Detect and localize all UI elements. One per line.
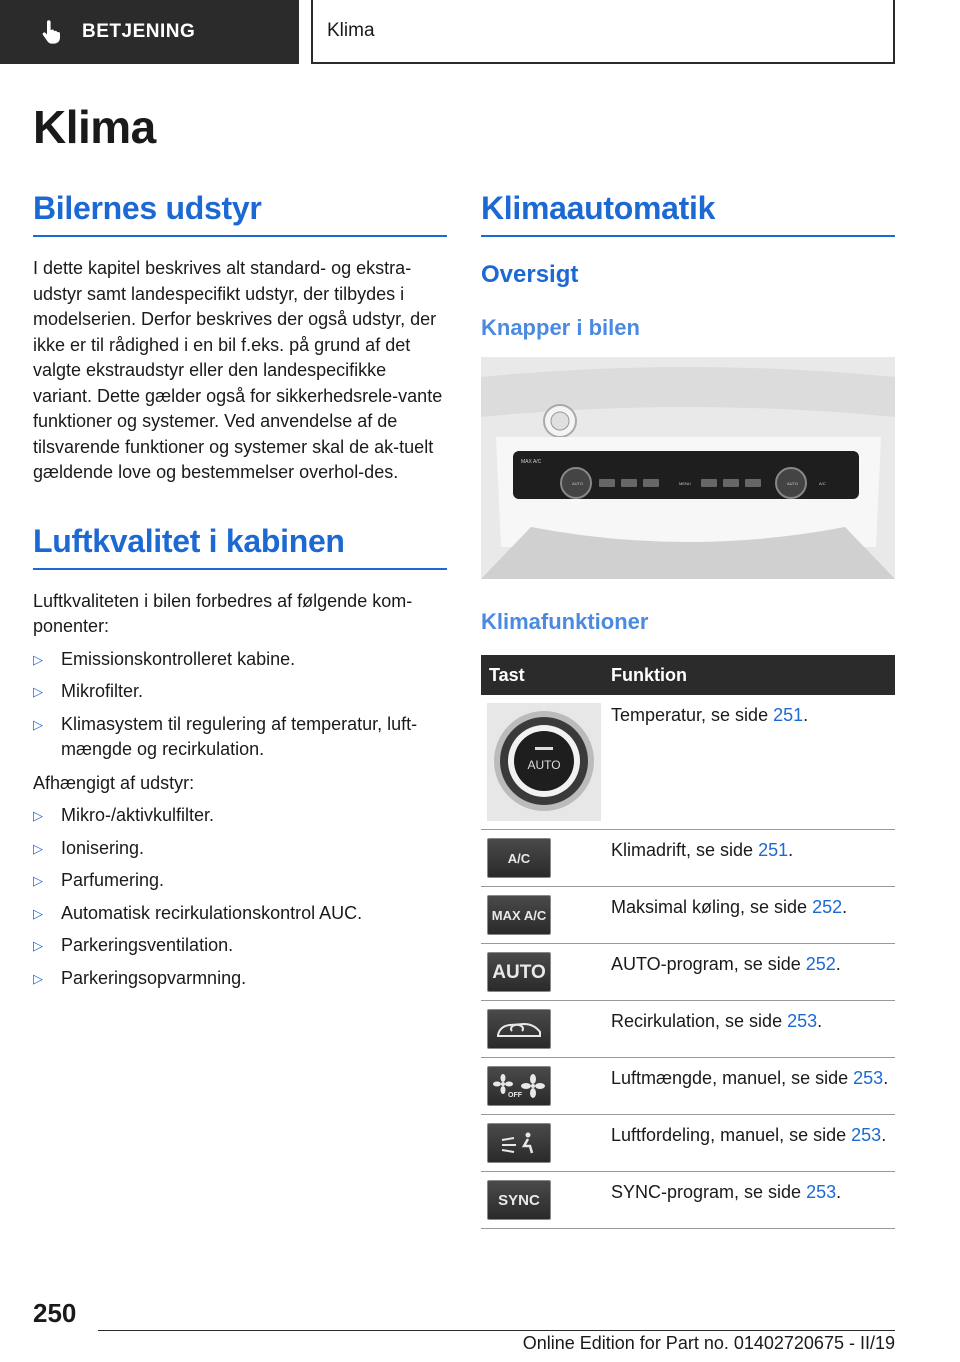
triangle-bullet-icon: ▷: [33, 905, 43, 921]
panel-auto-right-label: AUTO: [787, 481, 799, 486]
table-row: MAX A/C Maksimal køling, se side 252.: [481, 887, 895, 944]
list-item: ▷ Parkeringsopvarmning.: [33, 966, 447, 992]
triangle-bullet-icon: ▷: [33, 651, 43, 667]
section-label: BETJENING: [82, 21, 196, 42]
heading-overview: Oversigt: [481, 261, 579, 288]
fan-button-icon: [487, 1066, 551, 1106]
page-link[interactable]: 251: [758, 840, 789, 860]
panel-maxac-label: MAX A/C: [521, 459, 542, 465]
triangle-bullet-icon: ▷: [33, 716, 43, 732]
equipment-list: [33, 803, 447, 991]
page-link[interactable]: 253: [851, 1125, 882, 1145]
svg-text:OFF: OFF: [508, 1092, 522, 1099]
table-row: AUTO AUTO-program, se side 252.: [481, 944, 895, 1001]
table-row: Recirkulation, se side 253.: [481, 1001, 895, 1058]
left-column: [33, 190, 447, 991]
page-link[interactable]: 253: [853, 1068, 884, 1088]
paragraph-equipment: I dette kapitel beskrives alt standard- og ekstra-udstyr samt landespecifikt udstyr, der tilbydes i modelserien. Derfor beskrives der også udstyr, der ikke er til rådighed i en bil f.eks. på grund af det valgte ekstraudstyr eller den landespecifikke variant. Dette gælder også for sikkerhedsrele-vante funktioner og systemer. Ved anvendelse af de tilsvarende funktioner og systemer skal de ak-tuelt gældende love og bestemmelser overhol-des.: [33, 258, 443, 482]
panel-auto-left-label: AUTO: [572, 481, 584, 486]
control-panel-photo: [481, 357, 895, 579]
list-item: ▷ Mikro-/aktivkulfilter.: [33, 803, 447, 829]
page-link[interactable]: 252: [805, 954, 836, 974]
table-header-row: [481, 655, 895, 695]
triangle-bullet-icon: ▷: [33, 873, 43, 888]
footer-divider: [98, 1330, 895, 1331]
paragraph-air-quality: Luftkvaliteten i bilen forbedres af følgende kom-ponenter:: [33, 590, 413, 636]
triangle-bullet-icon: ▷: [33, 938, 43, 953]
chapter-label: Klima: [327, 20, 375, 41]
recirculation-button-icon: [487, 1009, 551, 1049]
heading-buttons: Knapper i bilen: [481, 315, 640, 340]
chapter-header: [311, 0, 895, 64]
auto-button-icon: AUTO: [487, 952, 551, 992]
heading-equipment: Bilernes udstyr: [33, 190, 447, 237]
heading-functions: Klimafunktioner: [481, 609, 649, 634]
triangle-bullet-icon: ▷: [33, 684, 43, 699]
page-link[interactable]: 252: [812, 897, 843, 917]
heading-air-quality: Luftkvalitet i kabinen: [33, 523, 447, 570]
table-row: A/C Klimadrift, se side 251.: [481, 830, 895, 887]
list-item: ▷ Emissionskontrolleret kabine.: [33, 647, 447, 673]
right-column: [481, 190, 895, 1229]
climate-panel-illustration: [481, 357, 895, 579]
page-link[interactable]: 253: [787, 1011, 818, 1031]
panel-ac-label: A/C: [819, 481, 826, 486]
page-link[interactable]: 253: [806, 1182, 837, 1202]
air-quality-list: [33, 647, 447, 763]
section-tab[interactable]: [0, 0, 299, 64]
edition-footer: Online Edition for Part no. 01402720675 - II/19: [522, 1333, 895, 1353]
pointing-hand-icon: [38, 19, 64, 45]
table-row: Luftfordeling, manuel, se side 253.: [481, 1115, 895, 1172]
column-header-key: Tast: [481, 655, 603, 695]
triangle-bullet-icon: ▷: [33, 808, 43, 823]
list-item: ▷ Parkeringsventilation.: [33, 933, 447, 959]
functions-table: [481, 655, 895, 1229]
heading-climate-auto: Klimaautomatik: [481, 190, 895, 237]
max-ac-button-icon: MAX A/C: [487, 895, 551, 935]
triangle-bullet-icon: ▷: [33, 840, 43, 856]
list-item: ▷ Automatisk recirkulationskontrol AUC.: [33, 901, 447, 927]
ac-button-icon: A/C: [487, 838, 551, 878]
column-header-function: Funktion: [603, 655, 895, 695]
list-item: ▷ Klimasystem til regulering af temperatur, luft-mængde og recirkulation.: [33, 713, 418, 759]
air-distribution-button-icon: [487, 1123, 551, 1163]
list-item: ▷ Parfumering.: [33, 868, 447, 894]
temperature-knob-icon: [487, 703, 601, 821]
page-number: 250: [33, 1298, 77, 1328]
table-row: AUTO Temperatur, se side 251.: [481, 695, 895, 830]
triangle-bullet-icon: ▷: [33, 970, 43, 986]
list-item: ▷ Mikrofilter.: [33, 679, 447, 705]
panel-menu-label: MENU: [679, 481, 691, 486]
table-row: SYNC SYNC-program, se side 253.: [481, 1172, 895, 1229]
page-title: Klima: [33, 101, 156, 153]
paragraph-depends: Afhængigt af udstyr:: [33, 772, 195, 793]
page-link[interactable]: 251: [773, 705, 804, 725]
table-row: OFF Luftmængde, manuel, se side 253.: [481, 1058, 895, 1115]
sync-button-icon: SYNC: [487, 1180, 551, 1220]
list-item: ▷ Ionisering.: [33, 836, 447, 862]
svg-text:AUTO: AUTO: [527, 758, 561, 772]
